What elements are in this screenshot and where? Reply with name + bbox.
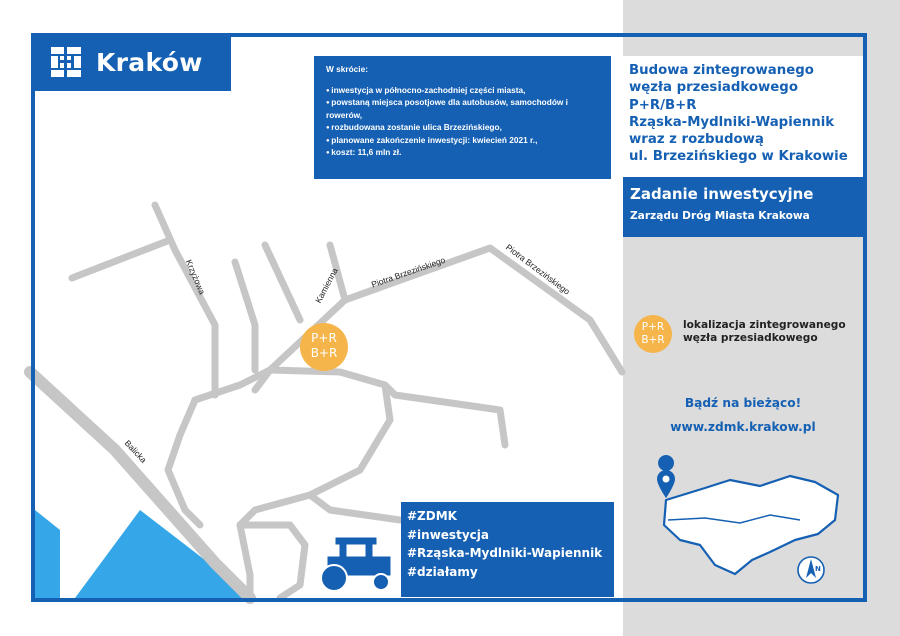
summary-heading: W skrócie: (326, 64, 368, 74)
road-label-balicka: Balicka (122, 438, 149, 465)
task-box (623, 177, 863, 237)
compass-letter: N (815, 565, 821, 573)
pr-line: P+R (311, 331, 337, 345)
hashtag: #inwestycja (407, 527, 489, 542)
legend-badge (634, 315, 672, 353)
road-label-krzyzowa: Krzyżowa (183, 258, 208, 296)
road-label-kamienna: Kamienna (313, 266, 340, 305)
stay-informed-text: Bądź na bieżąco! (684, 396, 802, 410)
project-title-box (623, 56, 863, 177)
pr-br-badge (300, 323, 348, 371)
kraków-logo-icon (51, 47, 81, 77)
task-subtitle: Zarządu Dróg Miasta Krakowa (630, 210, 810, 222)
summary-box (314, 56, 611, 179)
summary-item: ● powstaną miejsca posotjowe dla autobusów, samochodów i rowerów, (326, 97, 601, 121)
legend-text: lokalizacja zintegrowanego węzła przesiadkowego (683, 319, 846, 344)
road-label-piotra-2: Piotra Brzezińskiego (503, 242, 572, 297)
summary-list (326, 85, 601, 160)
summary-item: ● inwestycja w północno-zachodniej części miasta, (326, 85, 601, 98)
task-title: Zadanie inwestycyjne (630, 185, 814, 203)
summary-item: ● koszt: 11,6 mln zł. (326, 147, 601, 160)
website-link[interactable]: www.zdmk.krakow.pl (670, 420, 816, 434)
br-line: B+R (310, 346, 338, 360)
hashtag: #działamy (407, 565, 478, 580)
legend-badge-line1: P+R (641, 321, 665, 333)
hashtags-box (401, 502, 614, 597)
hashtag: #ZDMK (407, 509, 457, 523)
summary-item: ● rozbudowana zostanie ulica Brzezińskiego, (326, 122, 601, 135)
road-label-piotra-1: Piotra Brzezińskiego (370, 254, 447, 290)
hashtag: #Rząska-Mydlniki-Wapiennik (407, 546, 603, 561)
logo-text: Kraków (96, 48, 203, 77)
project-title: Budowa zintegrowanego węzła przesiadkowego P+R/B+R Rząska-Mydlniki-Wapiennik wraz z rozbudową ul. Brzezińskiego w Krakowie (629, 63, 848, 165)
summary-item: ● planowane zakończenie inwestycji: kwiecień 2021 r., (326, 135, 601, 148)
legend-badge-line2: B+R (641, 334, 665, 346)
